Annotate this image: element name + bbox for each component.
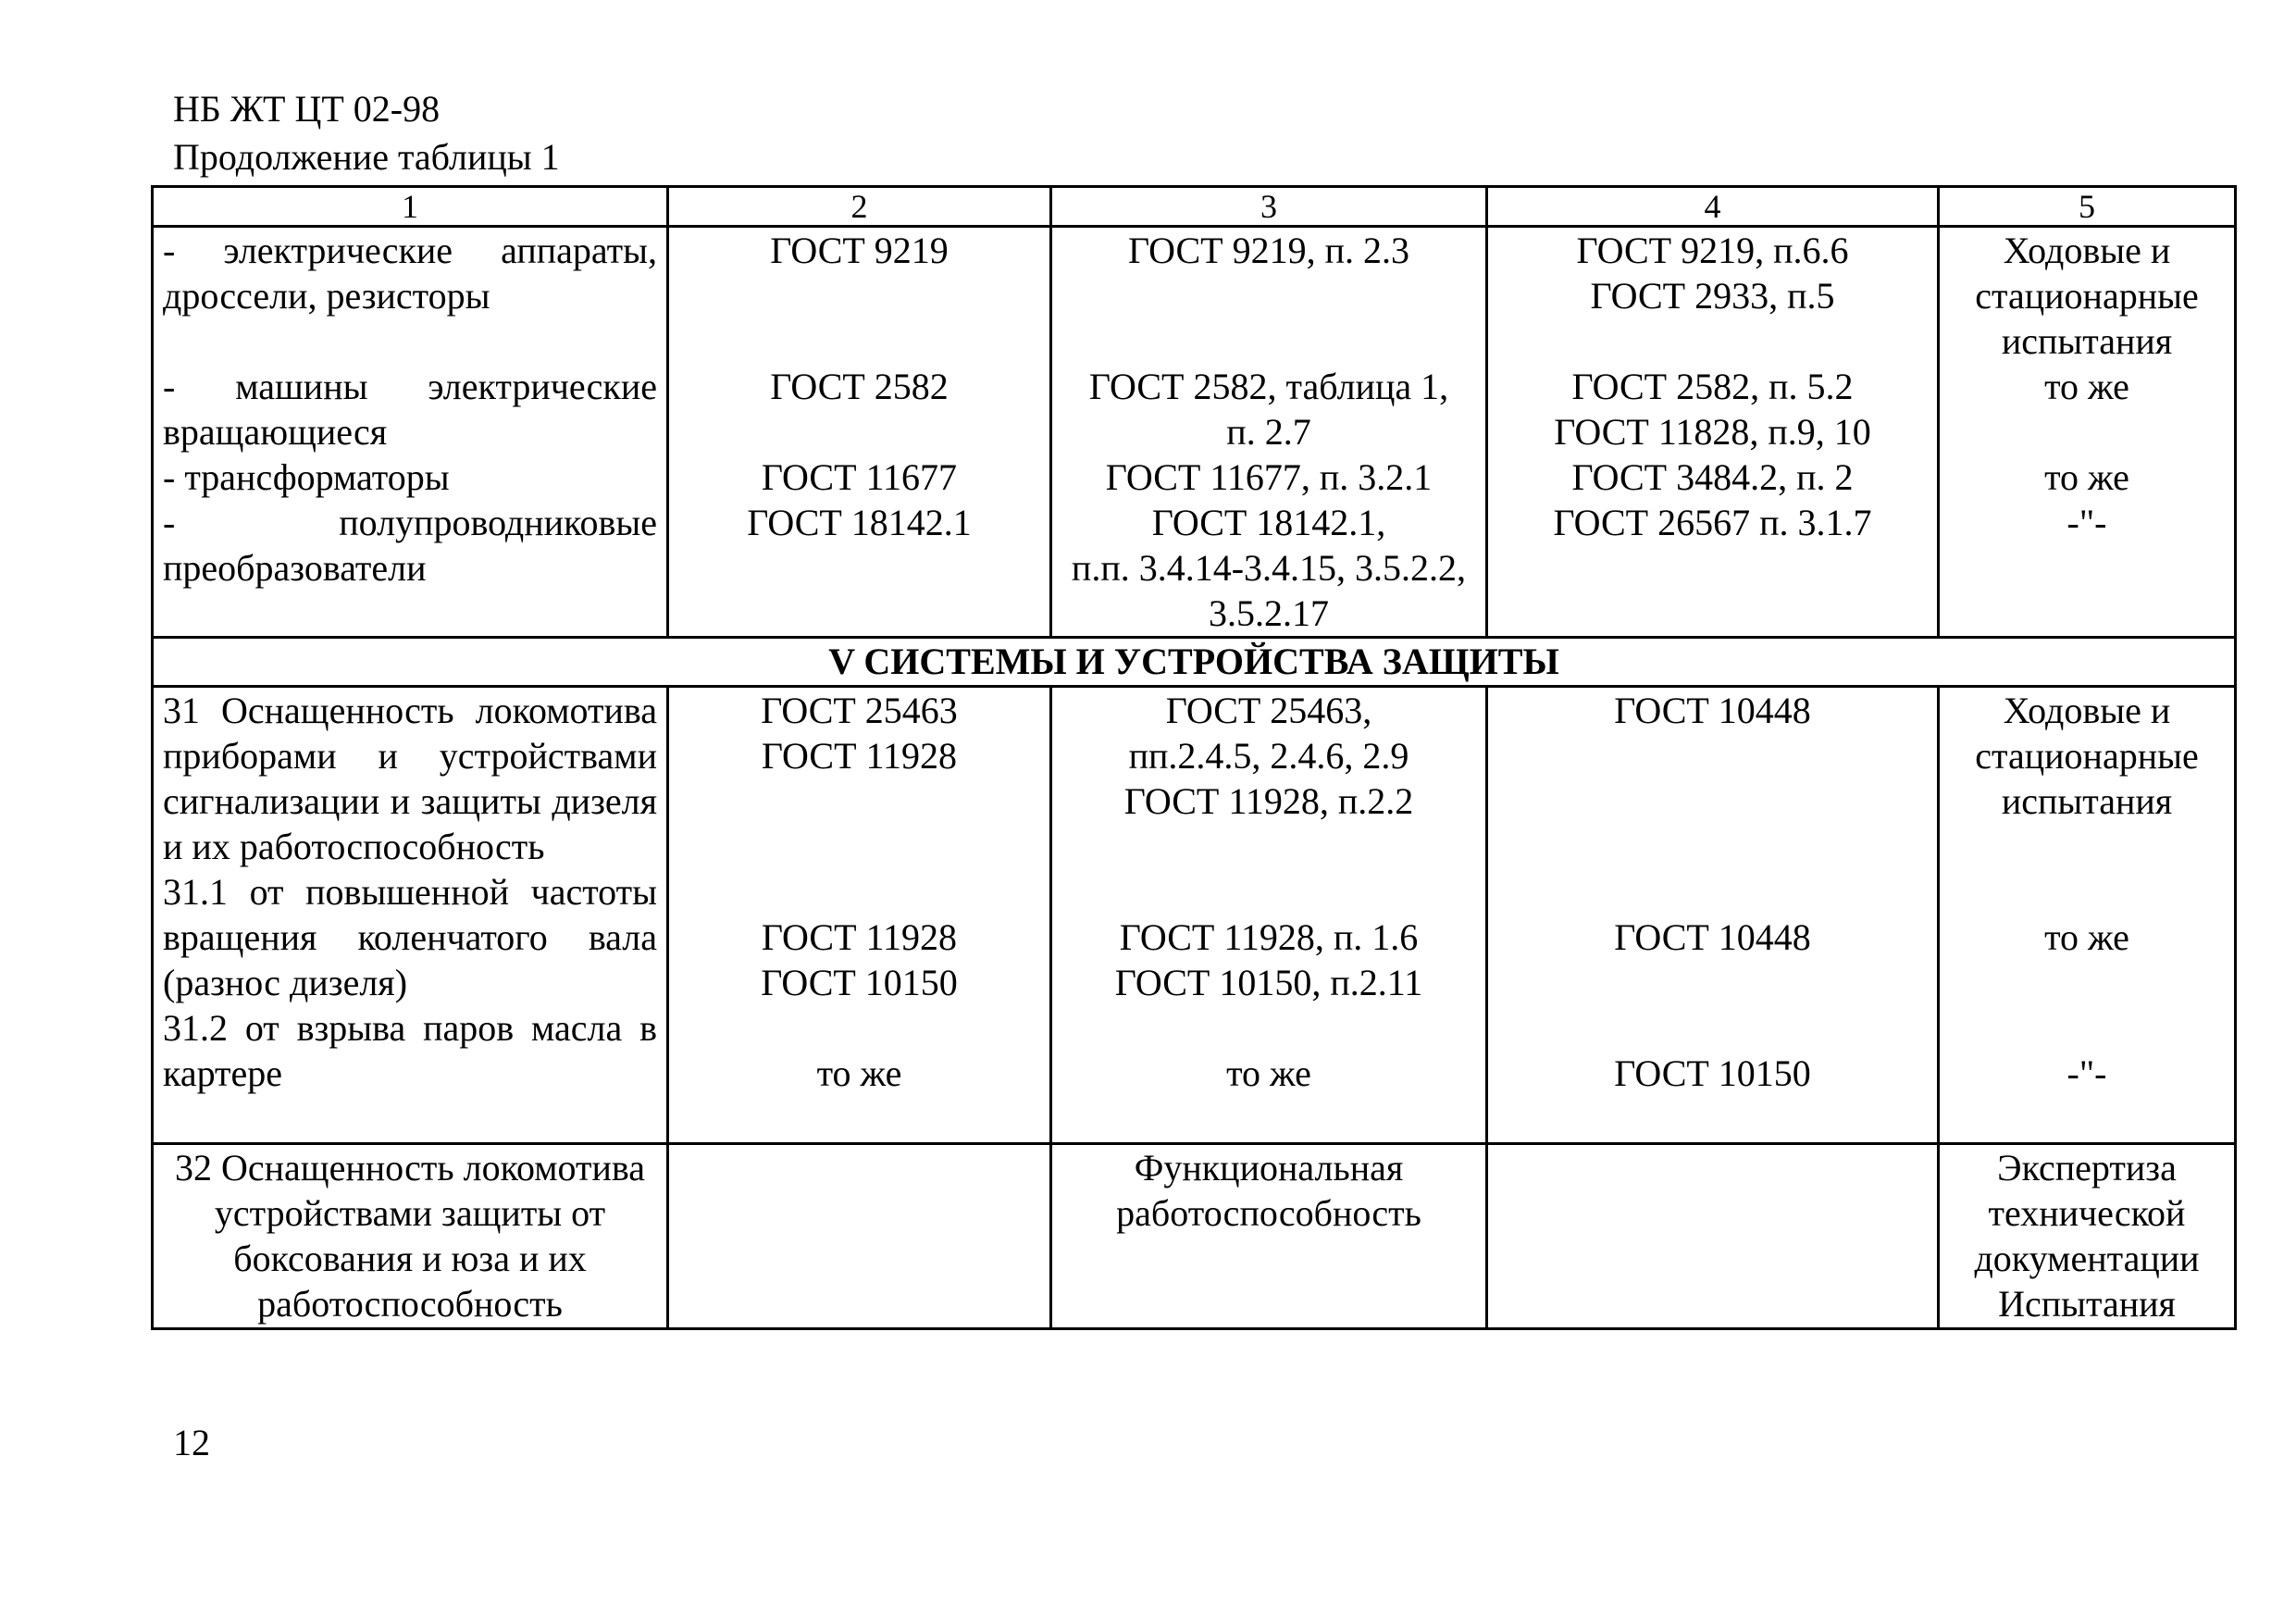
document-header xyxy=(173,85,560,181)
column-number: 5 xyxy=(1939,187,2236,227)
cell-line: ГОСТ 11677 xyxy=(761,456,958,498)
cell-line xyxy=(1497,869,1928,915)
cell-line xyxy=(1949,824,2225,869)
cell-line xyxy=(163,318,657,364)
cell-line: - полупроводниковые преобразователи xyxy=(163,502,657,589)
cell-line: - машины электрические вращающиеся xyxy=(163,366,657,453)
test-type-cell xyxy=(1939,687,2236,1144)
cell-line xyxy=(1061,273,1476,318)
cell-line xyxy=(678,824,1040,869)
document-code: НБ ЖТ ЦТ 02-98 xyxy=(173,88,441,130)
cell-line xyxy=(1061,869,1476,915)
cell-line: Ходовые и xyxy=(2003,230,2171,271)
cell-line: документации xyxy=(1974,1238,2200,1279)
cell-line xyxy=(1497,318,1928,364)
cell-line: ГОСТ 11928, п.2.2 xyxy=(1123,780,1414,822)
method-cell xyxy=(1487,227,1939,638)
cell-line xyxy=(1497,824,1928,869)
standard-cell xyxy=(668,687,1051,1144)
cell-line: 31.1 от повышенной частоты вращения коленчатого вала (разнос дизеля) xyxy=(163,871,657,1003)
cell-line: ГОСТ 10448 xyxy=(1614,690,1811,731)
cell-line xyxy=(1497,778,1928,824)
clause-cell xyxy=(1051,1144,1487,1329)
cell-line: работоспособность xyxy=(1116,1192,1421,1234)
cell-line: Испытания xyxy=(1998,1283,2176,1325)
table-row xyxy=(153,1144,2236,1329)
cell-line xyxy=(1949,960,2225,1005)
requirements-table xyxy=(151,185,2237,1330)
cell-line xyxy=(1949,1005,2225,1051)
cell-line: то же xyxy=(2044,366,2129,407)
cell-line xyxy=(678,869,1040,915)
cell-line xyxy=(1949,409,2225,454)
cell-line: ГОСТ 10150 xyxy=(1614,1052,1811,1094)
parameter-cell xyxy=(153,687,668,1144)
column-number: 1 xyxy=(153,187,668,227)
cell-line: стационарные xyxy=(1975,275,2199,317)
cell-line: ГОСТ 10150, п.2.11 xyxy=(1114,962,1423,1003)
cell-line: п. 2.7 xyxy=(1226,411,1311,453)
column-number: 2 xyxy=(668,187,1051,227)
cell-line: - электрические аппараты, дроссели, резисторы xyxy=(163,230,657,317)
cell-line: ГОСТ 18142.1, xyxy=(1151,502,1386,543)
cell-line: ГОСТ 2582, п. 5.2 xyxy=(1571,366,1854,407)
cell-line: то же xyxy=(816,1052,902,1094)
cell-line: то же xyxy=(2044,456,2129,498)
cell-line: ГОСТ 10150 xyxy=(761,962,958,1003)
cell-line xyxy=(1061,318,1476,364)
cell-line xyxy=(678,778,1040,824)
cell-line: 3.5.2.17 xyxy=(1209,592,1329,634)
cell-line: ГОСТ 11828, п.9, 10 xyxy=(1554,411,1871,453)
cell-line: 31.2 от взрыва паров масла в картере xyxy=(163,1007,657,1094)
parameter-cell: 32 Оснащенность локомотива устройствами защиты от боксования и юза и их работоспособность xyxy=(153,1144,668,1329)
cell-line xyxy=(1497,1005,1928,1051)
cell-line: ГОСТ 18142.1 xyxy=(747,502,972,543)
cell-line: 31 Оснащенность локомотива приборами и устройствами сигнализации и защиты дизеля и их работоспособность xyxy=(163,690,657,867)
cell-line: испытания xyxy=(2001,780,2173,822)
cell-line xyxy=(1061,1005,1476,1051)
cell-line: ГОСТ 2933, п.5 xyxy=(1590,275,1835,317)
cell-line: -"- xyxy=(2066,1052,2107,1094)
cell-line: ГОСТ 11928, п. 1.6 xyxy=(1119,916,1419,958)
cell-line: технической xyxy=(1988,1192,2186,1234)
cell-line xyxy=(1497,733,1928,778)
page-number: 12 xyxy=(173,1422,210,1463)
column-number: 3 xyxy=(1051,187,1487,227)
cell-line: то же xyxy=(2044,916,2129,958)
table-row xyxy=(153,227,2236,638)
cell-line: ГОСТ 2582, таблица 1, xyxy=(1088,366,1449,407)
column-number: 4 xyxy=(1487,187,1939,227)
cell-line: ГОСТ 25463 xyxy=(761,690,958,731)
table-row xyxy=(153,687,2236,1144)
cell-line: испытания xyxy=(2001,320,2173,362)
method-cell xyxy=(1487,1144,1939,1329)
cell-line: стационарные xyxy=(1975,735,2199,777)
cell-line: ГОСТ 11928 xyxy=(761,735,958,777)
cell-line xyxy=(1497,960,1928,1005)
cell-line: ГОСТ 11928 xyxy=(761,916,958,958)
cell-line: ГОСТ 26567 п. 3.1.7 xyxy=(1553,502,1872,543)
cell-line: ГОСТ 9219, п.6.6 xyxy=(1576,230,1849,271)
cell-line: пп.2.4.5, 2.4.6, 2.9 xyxy=(1128,735,1409,777)
standard-cell xyxy=(668,227,1051,638)
cell-line xyxy=(1061,824,1476,869)
cell-line: -"- xyxy=(2066,502,2107,543)
section-row xyxy=(153,638,2236,687)
clause-cell xyxy=(1051,687,1487,1144)
cell-line: - трансформаторы xyxy=(163,456,450,498)
column-number-row xyxy=(153,187,2236,227)
cell-line: ГОСТ 9219 xyxy=(770,230,949,271)
section-title: V СИСТЕМЫ И УСТРОЙСТВА ЗАЩИТЫ xyxy=(153,638,2236,687)
cell-line xyxy=(678,409,1040,454)
cell-line: ГОСТ 9219, п. 2.3 xyxy=(1127,230,1410,271)
cell-line: Ходовые и xyxy=(2003,690,2171,731)
cell-line: ГОСТ 25463, xyxy=(1165,690,1372,731)
cell-line xyxy=(678,1005,1040,1051)
cell-line: ГОСТ 3484.2, п. 2 xyxy=(1571,456,1854,498)
method-cell xyxy=(1487,687,1939,1144)
test-type-cell xyxy=(1939,227,2236,638)
cell-line: ГОСТ 11677, п. 3.2.1 xyxy=(1105,456,1433,498)
cell-line: ГОСТ 10448 xyxy=(1614,916,1811,958)
cell-line: Функциональная xyxy=(1134,1147,1404,1189)
cell-line: то же xyxy=(1226,1052,1311,1094)
standard-cell xyxy=(668,1144,1051,1329)
cell-line: Экспертиза xyxy=(1997,1147,2177,1189)
cell-line xyxy=(1949,869,2225,915)
table-continuation-label: Продолжение таблицы 1 xyxy=(173,136,560,178)
cell-line xyxy=(678,318,1040,364)
test-type-cell xyxy=(1939,1144,2236,1329)
cell-line: ГОСТ 2582 xyxy=(770,366,949,407)
cell-line xyxy=(678,273,1040,318)
parameter-cell xyxy=(153,227,668,638)
clause-cell xyxy=(1051,227,1487,638)
cell-line: п.п. 3.4.14-3.4.15, 3.5.2.2, xyxy=(1071,547,1467,589)
